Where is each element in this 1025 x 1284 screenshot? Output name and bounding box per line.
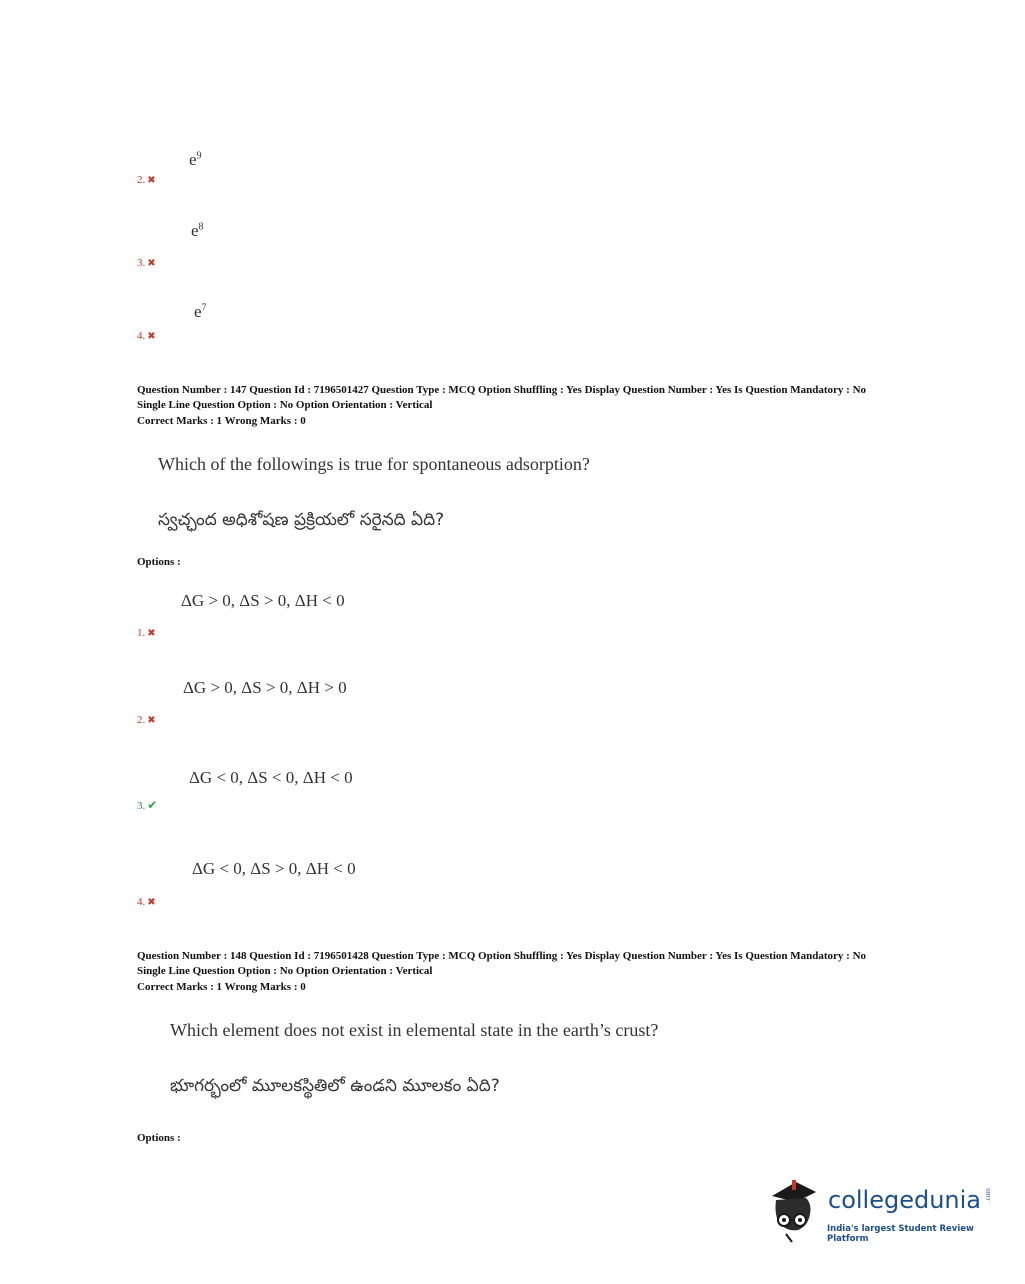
brand-tagline: India's largest Student Review Platform bbox=[827, 1224, 974, 1244]
brand-name: collegedunia bbox=[828, 1186, 982, 1214]
prev-option-4-formula bbox=[194, 302, 207, 322]
option-number: 2. bbox=[137, 174, 146, 186]
formula-exponent: 9 bbox=[196, 150, 202, 162]
option-number: 3. bbox=[137, 257, 146, 269]
q147-option-2-text: ΔG > 0, ΔS > 0, ΔH > 0 bbox=[183, 678, 347, 697]
formula-exponent: 7 bbox=[201, 302, 207, 314]
q147-meta: Question Number : 147 Question Id : 7196501427 Question Type : MCQ Option Shuffling : Yes Display Question Number : Yes Is Question Mandatory : No Single Line Question Option : No Option Orientation : Vertical bbox=[137, 384, 867, 411]
option-number: 4. bbox=[137, 896, 146, 908]
q147-option-2-number[interactable] bbox=[137, 714, 156, 726]
mascot-icon bbox=[766, 1176, 826, 1246]
wrong-mark-icon: ✖ bbox=[147, 715, 156, 726]
q147-option-1-number[interactable] bbox=[137, 627, 156, 639]
q147-marks: Correct Marks : 1 Wrong Marks : 0 bbox=[137, 415, 306, 427]
wrong-mark-icon: ✖ bbox=[147, 897, 156, 908]
option-number: 4. bbox=[137, 330, 146, 342]
q147-question-te: స్వచ్ఛంద అధిశోషణ ప్రక్రియలో సరైనది ఏది? bbox=[158, 510, 445, 530]
q148-marks: Correct Marks : 1 Wrong Marks : 0 bbox=[137, 981, 306, 993]
q148-meta: Question Number : 148 Question Id : 7196501428 Question Type : MCQ Option Shuffling : Yes Display Question Number : Yes Is Question Mandatory : No Single Line Question Option : No Option Orientation : Vertical bbox=[137, 950, 867, 977]
q148-options-label: Options : bbox=[137, 1132, 181, 1144]
prev-option-3-formula bbox=[191, 221, 204, 241]
wrong-mark-icon: ✖ bbox=[147, 628, 156, 639]
wrong-mark-icon: ✖ bbox=[147, 175, 156, 186]
q147-option-3-text: ΔG < 0, ΔS < 0, ΔH < 0 bbox=[189, 768, 353, 787]
collegedunia-logo[interactable] bbox=[766, 1176, 996, 1246]
wrong-mark-icon: ✖ bbox=[147, 331, 156, 342]
prev-option-4-number[interactable] bbox=[137, 330, 156, 342]
formula-exponent: 8 bbox=[198, 221, 204, 233]
brand-suffix: .com bbox=[984, 1188, 992, 1202]
wrong-mark-icon: ✖ bbox=[147, 258, 156, 269]
q148-question-en: Which element does not exist in elemental state in the earth’s crust? bbox=[170, 1020, 659, 1040]
q148-question-te: భూగర్భంలో మూలకస్థితిలో ఉండని మూలకం ఏది? bbox=[170, 1076, 500, 1096]
prev-option-2-formula bbox=[189, 150, 202, 170]
option-number: 1. bbox=[137, 627, 146, 639]
q147-option-1-text: ΔG > 0, ΔS > 0, ΔH < 0 bbox=[181, 591, 345, 610]
q147-options-label: Options : bbox=[137, 556, 181, 568]
formula-base: e bbox=[189, 150, 197, 169]
formula-base: e bbox=[194, 302, 202, 321]
q147-question-en: Which of the followings is true for spontaneous adsorption? bbox=[158, 454, 590, 474]
formula-base: e bbox=[191, 221, 199, 240]
prev-option-2-number[interactable] bbox=[137, 174, 156, 186]
correct-check-icon: ✔ bbox=[147, 798, 158, 812]
option-number: 2. bbox=[137, 714, 146, 726]
q147-option-4-text: ΔG < 0, ΔS > 0, ΔH < 0 bbox=[192, 859, 356, 878]
option-number: 3. bbox=[137, 800, 146, 812]
q147-option-3-number[interactable] bbox=[137, 798, 157, 813]
prev-option-3-number[interactable] bbox=[137, 257, 156, 269]
q147-option-4-number[interactable] bbox=[137, 896, 156, 908]
